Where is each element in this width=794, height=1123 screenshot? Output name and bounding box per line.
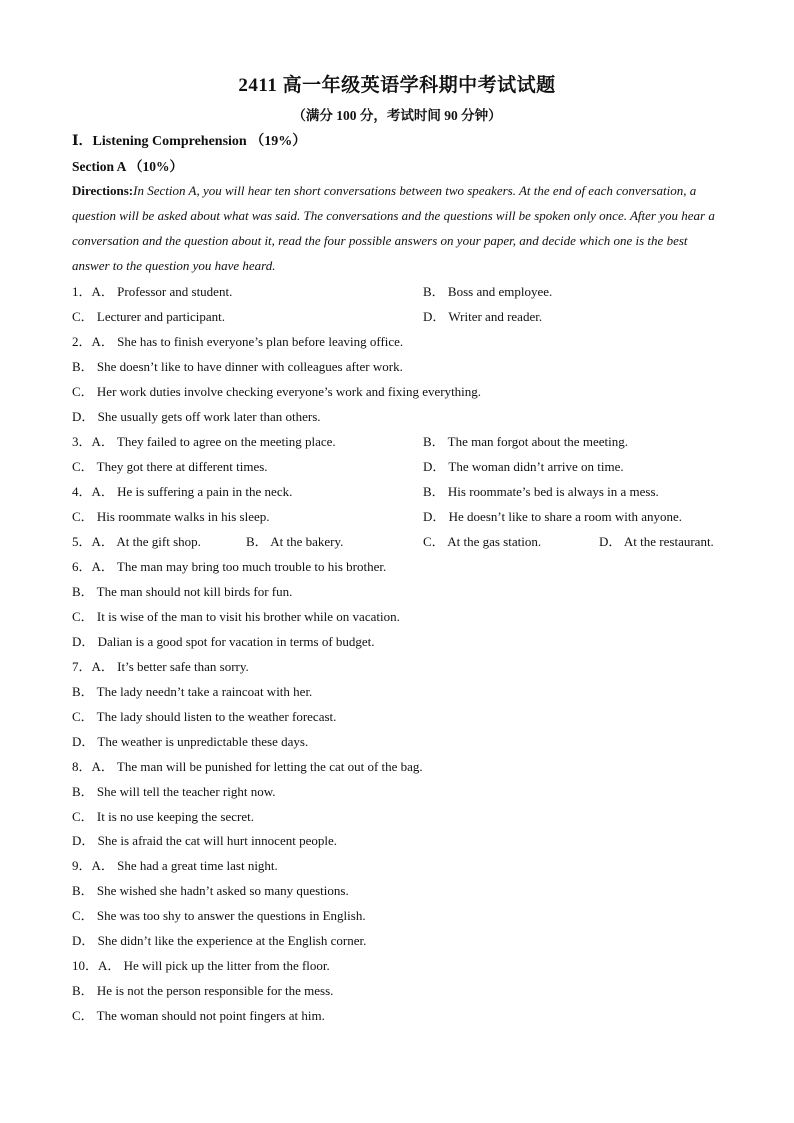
q3-option-a: 3．A． They failed to agree on the meeting place.: [72, 434, 336, 449]
q5-option-c: C． At the gas station.: [423, 534, 542, 549]
q7-option-c: C． The lady should listen to the weather forecast.: [72, 709, 337, 724]
q10-option-a: 10．A． He will pick up the litter from the floor.: [72, 958, 330, 973]
q7-option-a: 7．A． It’s better safe than sorry.: [72, 659, 249, 674]
q9-option-b: B． She wished she hadn’t asked so many questions.: [72, 883, 349, 898]
q6-option-a: 6．A． The man may bring too much trouble to his brother.: [72, 559, 387, 574]
q4-option-d: D． He doesn’t like to share a room with anyone.: [423, 509, 682, 524]
q8-option-c: C． It is no use keeping the secret.: [72, 809, 254, 824]
q1-option-c: C． Lecturer and participant.: [72, 309, 226, 324]
q3-option-d: D． The woman didn’t arrive on time.: [423, 459, 624, 474]
q10-option-b: B． He is not the person responsible for the mess.: [72, 983, 334, 998]
q9-option-c: C． She was too shy to answer the questions in English.: [72, 908, 366, 923]
q1-option-b: B． Boss and employee.: [423, 284, 553, 299]
q4-option-a: 4．A． He is suffering a pain in the neck.: [72, 484, 293, 499]
directions-label: Directions:: [72, 183, 134, 198]
directions: [72, 178, 722, 278]
q8-option-a: 8．A． The man will be punished for letting the cat out of the bag.: [72, 759, 423, 774]
q1-option-a: 1．A． Professor and student.: [72, 284, 233, 299]
exam-title: 2411 高一年级英语学科期中考试试题: [238, 75, 556, 96]
q5-option-d: D． At the restaurant.: [599, 534, 714, 549]
q7-option-d: D． The weather is unpredictable these days.: [72, 734, 309, 749]
q2-option-d: D． She usually gets off work later than others.: [72, 409, 321, 424]
q3-option-b: B． The man forgot about the meeting.: [423, 434, 628, 449]
q3-option-c: C． They got there at different times.: [72, 459, 268, 474]
q6-option-d: D． Dalian is a good spot for vacation in terms of budget.: [72, 634, 375, 649]
q2-option-a: 2．A． She has to finish everyone’s plan before leaving office.: [72, 334, 404, 349]
q5-option-a: 5．A． At the gift shop.: [72, 534, 201, 549]
q1-option-d: D． Writer and reader.: [423, 309, 543, 324]
q6-option-b: B． The man should not kill birds for fun.: [72, 584, 293, 599]
q2-option-b: B． She doesn’t like to have dinner with colleagues after work.: [72, 359, 403, 374]
part-heading: Ⅰ．Listening Comprehension （19%）: [72, 134, 307, 149]
q4-option-b: B． His roommate’s bed is always in a mess.: [423, 484, 659, 499]
q7-option-b: B． The lady needn’t take a raincoat with her.: [72, 684, 313, 699]
q8-option-b: B． She will tell the teacher right now.: [72, 784, 276, 799]
q9-option-d: D． She didn’t like the experience at the English corner.: [72, 933, 367, 948]
q6-option-c: C． It is wise of the man to visit his brother while on vacation.: [72, 609, 400, 624]
section-heading: Section A （10%）: [72, 159, 184, 174]
q2-option-c: C． Her work duties involve checking everyone’s work and fixing everything.: [72, 384, 482, 399]
exam-subtitle: （满分 100 分，考试时间 90 分钟）: [292, 108, 502, 123]
directions-text: In Section A, you will hear ten short conversations between two speakers. At the end of each conversation, a question will be asked about what was said. The conversations and the questions will be spoken only once. After you hear a conversation and the question about it, read the four possible answers on your paper, and decide which one is the best answer to the question you have heard.: [72, 183, 715, 273]
q5-option-b: B． At the bakery.: [246, 534, 344, 549]
q10-option-c: C． The woman should not point fingers at him.: [72, 1008, 325, 1023]
q9-option-a: 9．A． She had a great time last night.: [72, 858, 278, 873]
q8-option-d: D． She is afraid the cat will hurt innocent people.: [72, 833, 337, 848]
q4-option-c: C． His roommate walks in his sleep.: [72, 509, 270, 524]
